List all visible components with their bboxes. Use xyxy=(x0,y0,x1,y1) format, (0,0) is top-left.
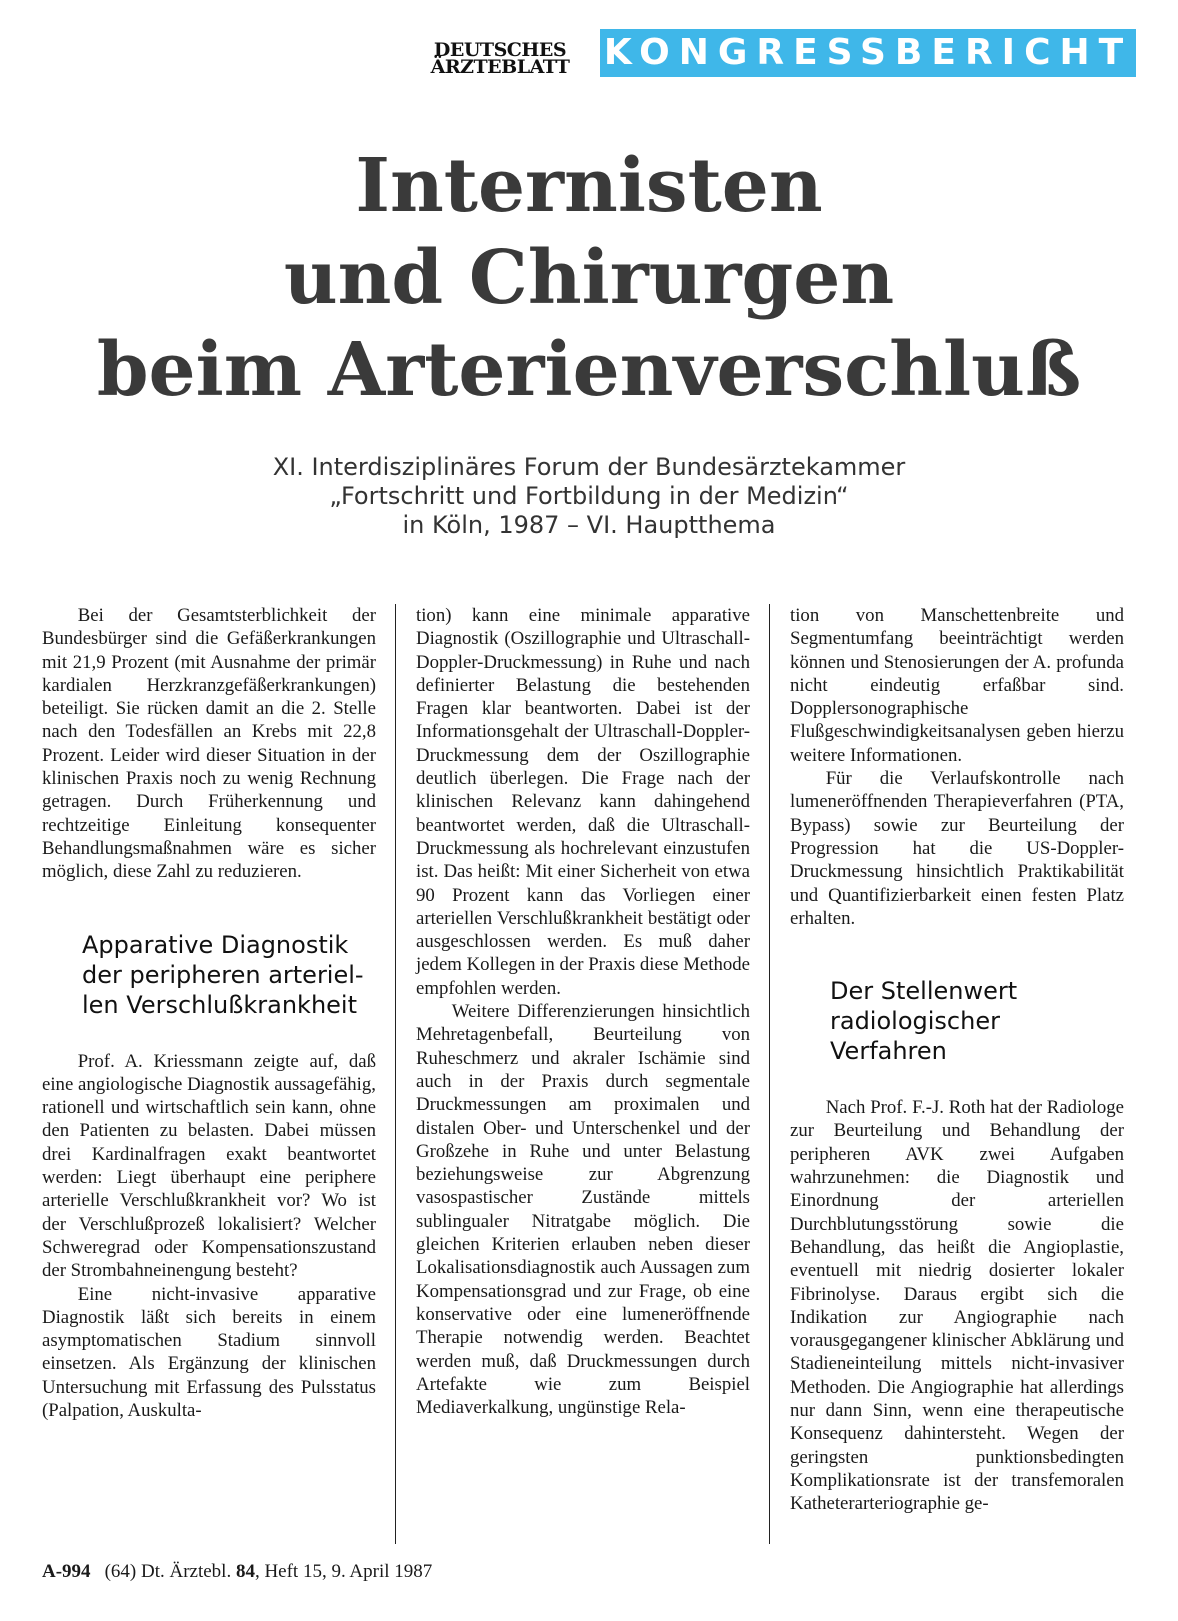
section-heading xyxy=(42,930,376,1020)
column-divider xyxy=(769,604,770,1544)
section-heading xyxy=(790,976,1124,1066)
heading-line: Verfahren xyxy=(830,1037,947,1066)
headline-line: Internisten xyxy=(355,143,823,229)
subtitle-line: in Köln, 1987 – VI. Hauptthema xyxy=(402,511,776,539)
article-headline xyxy=(60,140,1118,416)
heading-line: len Verschlußkrankheit xyxy=(82,990,358,1019)
column-divider xyxy=(395,604,396,1544)
paragraph: Nach Prof. F.-J. Roth hat der Radiologe zur Beurteilung und Behandlung der peripheren AVK zwei Aufgaben wahrzunehmen: die Diagnostik und Einordnung der arteriellen Durchblutungsstörung sowie die Behandlung, das heißt die Angioplastie, eventuell mit niedrig dosierter lokaler Fibrinolyse. Daraus ergibt sich die Indikation zur Angiographie nach vorausgegangener klinischer Abklärung und Stadieneinteilung mittels nicht-invasiver Methoden. Die Angiographie hat allerdings nur dann Sinn, wenn eine therapeutische Konsequenz dahintersteht. Wegen der geringsten punktionsbedingten Komplikationsrate ist der transfemoralen Katheterarteriographie ge- xyxy=(790,1097,1124,1515)
section-banner: KONGRESSBERICHT xyxy=(600,29,1136,77)
citation-suffix: , Heft 15, 9. April 1987 xyxy=(254,1561,433,1582)
heading-line: Apparative Diagnostik xyxy=(82,930,349,959)
heading-line: Der Stellenwert xyxy=(830,977,1018,1006)
paragraph: Bei der Gesamtsterblichkeit der Bundesbürger sind die Gefäßerkrankungen mit 21,9 Prozent (mit Ausnahme der primär kardialen Herzkranzgefäßerkrankungen) beteiligt. Sie rücken damit an die 2. Stelle nach den Todesfällen an Krebs mit 22,8 Prozent. Leider wird dieser Situation in der klinischen Praxis noch zu wenig Rechnung getragen. Durch Früherkennung und rechtzeitige Einleitung konsequenter Behandlungsmaßnahmen wäre es sicher möglich, diese Zahl zu reduzieren. xyxy=(42,605,376,883)
heading-line: radiologischer xyxy=(830,1007,1000,1036)
paragraph: tion) kann eine minimale apparative Diagnostik (Oszillographie und Ultraschall-Doppler-Druckmessung) in Ruhe und nach definierter Belastung die bestehenden Fragen klar beantworten. Dabei ist der Informationsgehalt der Ultraschall-Doppler-Druckmessung dem der Oszillographie deutlich überlegen. Die Frage nach der klinischen Relevanz kann dahingehend beantwortet werden, daß die Ultraschall-Druckmessung als hochrelevant einzustufen ist. Das heißt: Mit einer Sicherheit von etwa 90 Prozent kann das Vorliegen einer arteriellen Verschlußkrankheit bestätigt oder ausgeschlossen werden. Es muß daher jedem Kollegen in der Praxis diese Methode empfohlen werden. xyxy=(416,605,750,999)
text-column-2 xyxy=(416,604,750,1419)
paragraph: Eine nicht-invasive apparative Diagnostik läßt sich bereits in einem asymptomatischen Stadium sinnvoll einsetzen. Als Ergänzung der klinischen Untersuchung mit Erfassung des Pulsstatus (Palpation, Auskulta- xyxy=(42,1283,376,1422)
subtitle-line: XI. Interdisziplinäres Forum der Bundesärztekammer xyxy=(272,453,906,481)
paragraph: Für die Verlaufskontrolle nach lumeneröffnenden Therapieverfahren (PTA, Bypass) sowie zur Beurteilung der Progression hat die US-Doppler-Druckmessung hinsichtlich Praktikabilität und Quantifizierbarkeit einen festen Platz erhalten. xyxy=(790,768,1124,929)
headline-line: und Chirurgen xyxy=(283,235,895,321)
masthead-line: DEUTSCHES xyxy=(433,39,567,61)
masthead-logo xyxy=(410,39,590,78)
page-header xyxy=(0,0,1178,90)
masthead-line: ÄRZTEBLATT xyxy=(430,56,570,78)
volume-number: 84 xyxy=(235,1561,255,1582)
subtitle-line: „Fortschritt und Fortbildung in der Medizin“ xyxy=(329,482,849,510)
text-column-3 xyxy=(790,604,1124,1516)
page-number: A-994 xyxy=(42,1561,91,1582)
paragraph: Prof. A. Kriessmann zeigte auf, daß eine angiologische Diagnostik aussagefähig, rationell und wirtschaftlich sein kann, ohne den Patienten zu belasten. Dabei müssen drei Kardinalfragen exakt beantwortet werden: Liegt überhaupt eine periphere arterielle Verschlußkrankheit vor? Wo ist der Verschlußprozeß lokalisiert? Welcher Schweregrad oder Kompensationszustand der Strombahneinengung besteht? xyxy=(42,1050,376,1282)
heading-line: der peripheren arteriel- xyxy=(82,960,364,989)
text-column-1 xyxy=(42,604,376,1422)
headline-line: beim Arterienverschluß xyxy=(96,327,1082,413)
paragraph: Weitere Differenzierungen hinsichtlich Mehretagenbefall, Beurteilung von Ruheschmerz und akraler Ischämie sind auch in der Praxis durch segmentale Druckmessungen am proximalen und distalen Ober- und Unterschenkel und der Großzehe in Ruhe und unter Belastung beziehungsweise zur Abgrenzung vasospastischer Zustände mittels sublingualer Nitratgabe möglich. Die gleichen Kriterien erlauben neben dieser Lokalisationsdiagnostik auch Aussagen zum Kompensationsgrad und zur Frage, ob eine konservative oder eine lumeneröffnende Therapie notwendig werden. Beachtet werden muß, daß Druckmessungen durch Artefakte wie zum Beispiel Mediaverkalkung, ungünstige Rela- xyxy=(416,1001,750,1419)
article-subtitle xyxy=(100,453,1078,540)
paragraph: tion von Manschettenbreite und Segmentumfang beeinträchtigt werden können und Stenosierungen der A. profunda nicht eindeutig erfaßbar sind. Dopplersonographische Flußgeschwindigkeitsanalysen geben hierzu weitere Informationen. xyxy=(790,605,1124,766)
page-footer xyxy=(42,1560,842,1584)
citation-prefix: (64) Dt. Ärztebl. xyxy=(104,1561,232,1582)
